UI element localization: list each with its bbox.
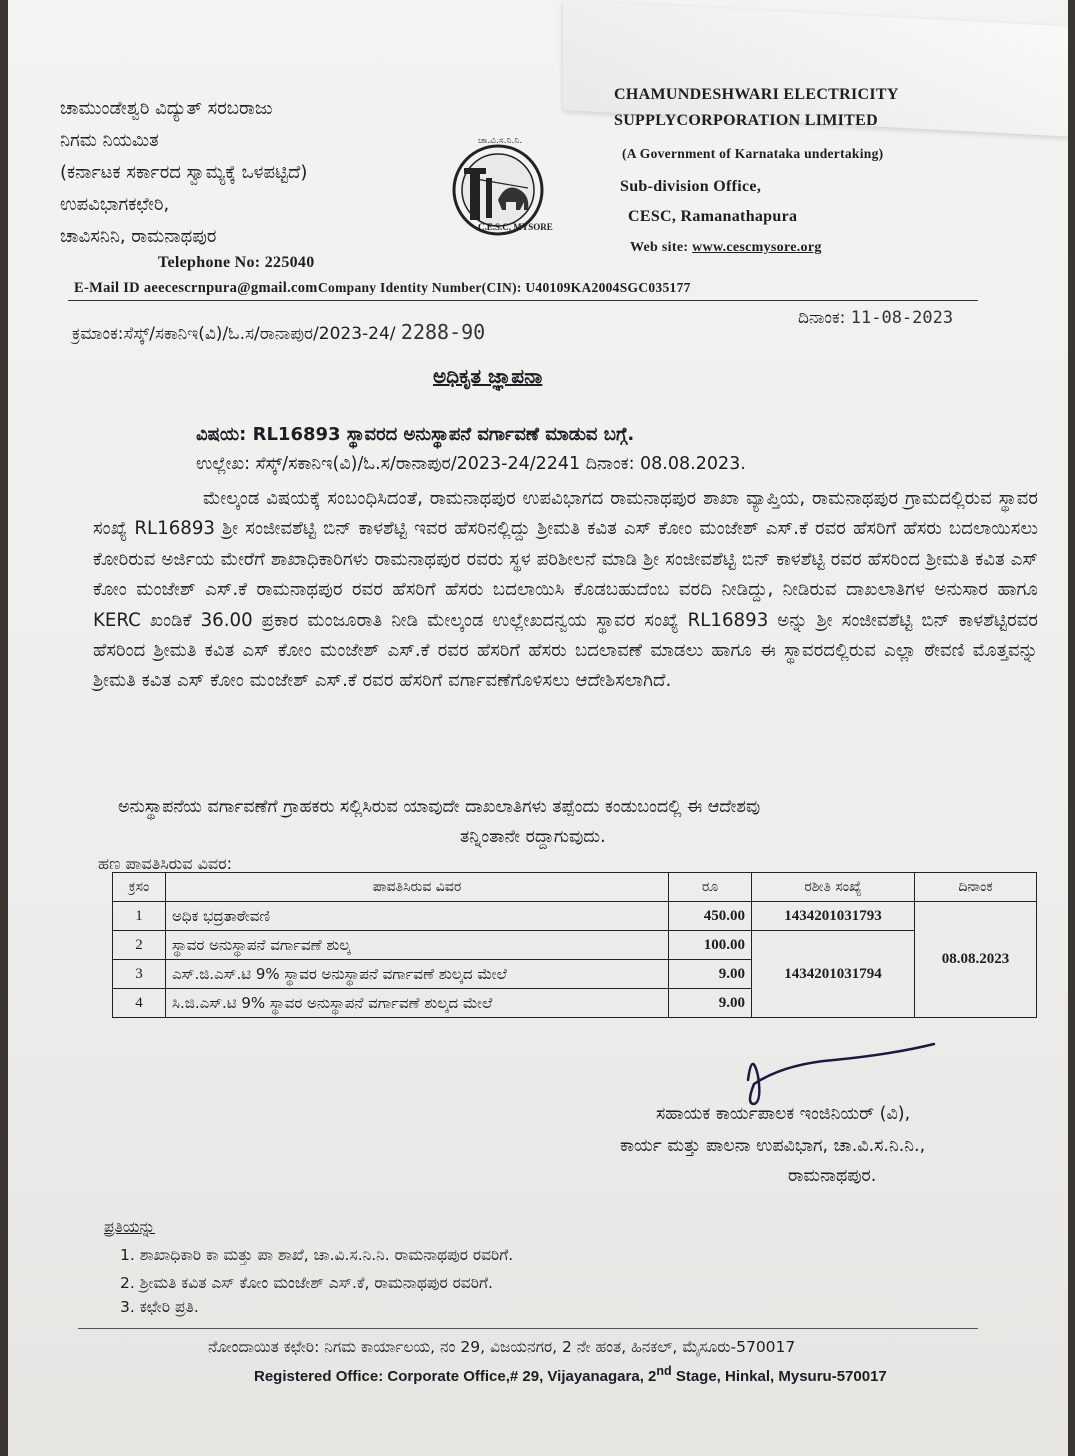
fee-table xyxy=(112,872,1037,1018)
subject-line: ವಿಷಯ: RL16893 ಸ್ಥಾವರದ ಅನುಸ್ಥಾಪನೆ ವರ್ಗಾವಣೆ ಮಾಡುವ ಬಗ್ಗೆ. xyxy=(196,424,635,445)
email: E-Mail ID aeecescrnpura@gmail.com xyxy=(74,280,318,296)
reference-date xyxy=(798,308,953,328)
header-en-line: CHAMUNDESHWARI ELECTRICITY xyxy=(614,86,899,103)
row-amount: 100.00 xyxy=(669,931,752,960)
reference-line: ಉಲ್ಲೇಖ: ಸೆಸ್ಕ್/ಸಕಾನಿಇ(ವಿ)/ಓ.ಸ/ರಾನಾಪುರ/2023-24/2241 ದಿನಾಂಕ: 08.08.2023. xyxy=(196,454,746,474)
row-sl: 3 xyxy=(113,960,166,989)
receipt-number-2: 1434201031794 xyxy=(752,931,915,1018)
row-description: ಸ್ಥಾವರ ಅನುಸ್ಥಾಪನೆ ವರ್ಗಾವಣೆ ಶುಲ್ಕ xyxy=(166,931,669,960)
row-sl: 1 xyxy=(113,902,166,931)
row-amount: 450.00 xyxy=(669,902,752,931)
footer-kn: ನೋಂದಾಯಿತ ಕಛೇರಿ: ನಿಗಮ ಕಾರ್ಯಾಲಯ, ನಂ 29, ವಿಜಯನಗರ, 2 ನೇ ಹಂತ, ಹಿನಕಲ್, ಮೈಸೂರು-570017 xyxy=(208,1338,796,1356)
header-date: ದಿನಾಂಕ xyxy=(915,873,1037,902)
note-line-2: ತನ್ನಿಂತಾನೇ ರದ್ದಾಗುವುದು. xyxy=(460,827,606,847)
header-kn-line: ಚಾಮುಂಡೇಶ್ವರಿ ವಿದ್ಯುತ್ ಸರಬರಾಜು xyxy=(60,98,273,119)
footer-divider xyxy=(78,1328,978,1329)
row-description: ಎಸ್.ಜಿ.ಎಸ್.ಟಿ 9% ಸ್ಥಾವರ ಅನುಸ್ಥಾಪನೆ ವರ್ಗಾವಣೆ ಶುಲ್ಕದ ಮೇಲೆ xyxy=(166,960,669,989)
signature-designation: ಸಹಾಯಕ ಕಾರ್ಯಪಾಲಕ ಇಂಜಿನಿಯರ್ (ವಿ), xyxy=(656,1104,911,1124)
copy-item: 3. ಕಛೇರಿ ಪ್ರತಿ. xyxy=(120,1298,199,1316)
table-row xyxy=(113,931,1037,960)
cin-number: Company Identity Number(CIN): U40109KA2004SGC035177 xyxy=(318,280,691,295)
header-kn-line: ನಿಗಮ ನಿಯಮಿತ xyxy=(60,130,159,151)
footer-en-sup: nd xyxy=(656,1364,672,1378)
header-sl: ಕ್ರಸಂ xyxy=(113,873,166,902)
fee-table-caption: ಹಣ ಪಾವತಿಸಿರುವ ವಿವರ: xyxy=(98,854,233,873)
telephone: Telephone No: 225040 xyxy=(158,254,315,271)
copy-item: 2. ಶ್ರೀಮತಿ ಕವಿತ ಎಸ್ ಕೋಂ ಮಂಜೇಶ್ ಎಸ್.ಕೆ, ರಾಮನಾಥಪುರ ರವರಿಗೆ. xyxy=(120,1274,493,1292)
row-sl: 4 xyxy=(113,989,166,1018)
header-en-line: Sub-division Office, xyxy=(620,178,762,195)
header-en-line: (A Government of Karnataka undertaking) xyxy=(622,146,884,161)
header-kn-line: ಉಪವಿಭಾಗಕಛೇರಿ, xyxy=(60,194,170,215)
row-description: ಸಿ.ಜಿ.ಎಸ್.ಟಿ 9% ಸ್ಥಾವರ ಅನುಸ್ಥಾಪನೆ ವರ್ಗಾವಣೆ ಶುಲ್ಕದ ಮೇಲೆ xyxy=(166,989,669,1018)
receipt-number-1: 1434201031793 xyxy=(752,902,915,931)
signature-mark xyxy=(728,1040,948,1110)
row-sl: 2 xyxy=(113,931,166,960)
header-amount: ರೂ xyxy=(669,873,752,902)
copies-label: ಪ್ರತಿಯನ್ನು xyxy=(104,1218,156,1236)
logo-top-text: ಚಾ.ವಿ.ಸ.ನಿ.ನಿ. xyxy=(478,136,523,146)
website-row xyxy=(630,240,822,256)
memo-title: ಅಧಿಕೃತ ಜ್ಞಾಪನಾ xyxy=(433,364,543,388)
header-kn-line: ಚಾವಿಸನಿನಿ, ರಾಮನಾಥಪುರ xyxy=(60,226,217,247)
document-page xyxy=(8,0,1068,1456)
website-link[interactable]: www.cescmysore.org xyxy=(692,240,822,255)
signature-office: ಕಾರ್ಯ ಮತ್ತು ಪಾಲನಾ ಉಪವಿಭಾಗ, ಚಾ.ವಿ.ಸ.ನಿ.ನಿ., xyxy=(620,1136,926,1156)
table-row xyxy=(113,902,1037,931)
website-label: Web site: xyxy=(630,240,689,255)
reference-prefix: ಕ್ರಮಾಂಕ:ಸೆಸ್ಕ್/ಸಕಾನಿಇ(ವಿ)/ಓ.ಸ/ರಾನಾಪುರ/2023-24/ xyxy=(72,324,396,344)
payment-date: 08.08.2023 xyxy=(915,902,1037,1018)
fee-table-header-row xyxy=(113,873,1037,902)
footer-en xyxy=(254,1364,887,1385)
date-handwritten: 11-08-2023 xyxy=(850,308,954,328)
header-kn-line: (ಕರ್ನಾಟಕ ಸರ್ಕಾರದ ಸ್ವಾಮ್ಯಕ್ಕೆ ಒಳಪಟ್ಟಿದೆ) xyxy=(60,162,308,183)
footer-en-prefix: Registered Office: Corporate Office,# 29, Vijayanagara, 2 xyxy=(254,1368,657,1385)
body-paragraph: ಮೇಲ್ಕಂಡ ವಿಷಯಕ್ಕೆ ಸಂಬಂಧಿಸಿದಂತೆ, ರಾಮನಾಥಪುರ ಉಪವಿಭಾಗದ ರಾಮನಾಥಪುರ ಶಾಖಾ ವ್ಯಾಪ್ತಿಯ, ರಾಮನಾಥಪುರ ಗ್ರಾಮದಲ್ಲಿರುವ ಸ್ಥಾವರ ಸಂಖ್ಯೆ RL16893 ಶ್ರೀ ಸಂಜೀವಶೆಟ್ಟಿ ಬಿನ್ ಕಾಳಶೆಟ್ಟಿ ಇವರ ಹೆಸರಿನಲ್ಲಿದ್ದು ಶ್ರೀಮತಿ ಕವಿತ ಎಸ್ ಕೋಂ ಮಂಜೇಶ್ ಎಸ್.ಕೆ ರವರ ಹೆಸರಿಗೆ ಹೆಸರು ಬದಲಾಯಿಸಲು ಕೋರಿರುವ ಅರ್ಜಿಯ ಮೇರೆಗೆ ಶಾಖಾಧಿಕಾರಿಗಳು ರಾಮನಾಥಪುರ ರವರು ಸ್ಥಳ ಪರಿಶೀಲನೆ ಮಾಡಿ ಶ್ರೀ ಸಂಜೀವಶೆಟ್ಟಿ ಬಿನ್ ಕಾಳಶೆಟ್ಟಿ ರವರ ಹೆಸರಿಂದ ಶ್ರೀಮತಿ ಕವಿತ ಎಸ್ ಕೋಂ ಮಂಜೇಶ್ ಎಸ್.ಕೆ ರಾಮನಾಥಪುರ ರವರ ಹೆಸರಿಗೆ ಹೆಸರು ಬದಲಾಯಿಸಿ ಕೊಡಬಹುದೆಂಬ ವರದಿ ನೀಡಿದ್ದು, ನೀಡಿರುವ ದಾಖಲಾತಿಗಳ ಅನುಸಾರ ಹಾಗೂ KERC ಖಂಡಿಕೆ 36.00 ಪ್ರಕಾರ ಮಂಜೂರಾತಿ ನೀಡಿ ಮೇಲ್ಕಂಡ ಉಲ್ಲೇಖದನ್ವಯ ಸ್ಥಾವರ ಸಂಖ್ಯೆ RL16893 ಅನ್ನು ಶ್ರೀ ಸಂಜೀವಶೆಟ್ಟಿ ಬಿನ್ ಕಾಳಶೆಟ್ಟಿರವರ ಹೆಸರಿಂದ ಶ್ರೀಮತಿ ಕವಿತ ಎಸ್ ಕೋಂ ಮಂಜೇಶ್ ಎಸ್.ಕೆ ರವರ ಹೆಸರಿಗೆ ಹೆಸರು ಬದಲಾವಣೆ ಮಾಡಲು ಹಾಗೂ ಈ ಸ್ಥಾವರದಲ್ಲಿರುವ ಎಲ್ಲಾ ಠೇವಣಿ ಮೊತ್ತವನ್ನು ಶ್ರೀಮತಿ ಕವಿತ ಎಸ್ ಕೋಂ ಮಂಜೇಶ್ ಎಸ್.ಕೆ ರವರ ಹೆಸರಿಗೆ ವರ್ಗಾವಣೆಗೊಳಿಸಲು ಆದೇಶಿಸಲಾಗಿದೆ. xyxy=(93,488,1038,692)
footer-en-suffix: Stage, Hinkal, Mysuru-570017 xyxy=(671,1368,887,1385)
header-divider xyxy=(68,300,978,301)
row-description: ಅಧಿಕ ಭದ್ರತಾಠೇವಣಿ xyxy=(166,902,669,931)
row-amount: 9.00 xyxy=(669,960,752,989)
reference-handwritten-number: 2288-90 xyxy=(400,320,486,344)
reference-number xyxy=(72,320,485,344)
header-kn-block xyxy=(60,96,307,250)
logo-bottom-text: C.E.S.C, MYSORE xyxy=(478,222,553,232)
copy-item: 1. ಶಾಖಾಧಿಕಾರಿ ಕಾ ಮತ್ತು ಪಾ ಶಾಖೆ, ಚಾ.ವಿ.ಸ.ನಿ.ನಿ. ರಾಮನಾಥಪುರ ರವರಿಗೆ. xyxy=(120,1246,514,1264)
header-en-line: SUPPLYCORPORATION LIMITED xyxy=(614,112,878,129)
header-receipt: ರಶೀತಿ ಸಂಖ್ಯೆ xyxy=(752,873,915,902)
date-label: ದಿನಾಂಕ: xyxy=(798,308,846,328)
row-amount: 9.00 xyxy=(669,989,752,1018)
signature-place: ರಾಮನಾಥಪುರ. xyxy=(788,1166,877,1186)
note-line-1: ಅನುಸ್ಥಾಪನೆಯ ವರ್ಗಾವಣೆಗೆ ಗ್ರಾಹಕರು ಸಲ್ಲಿಸಿರುವ ಯಾವುದೇ ದಾಖಲಾತಿಗಳು ತಪ್ಪೆಂದು ಕಂಡುಬಂದಲ್ಲಿ ಈ ಆದೇಶವು xyxy=(118,797,761,817)
header-en-line: CESC, Ramanathapura xyxy=(628,208,798,225)
header-description: ಪಾವತಿಸಿರುವ ವಿವರ xyxy=(166,873,669,902)
